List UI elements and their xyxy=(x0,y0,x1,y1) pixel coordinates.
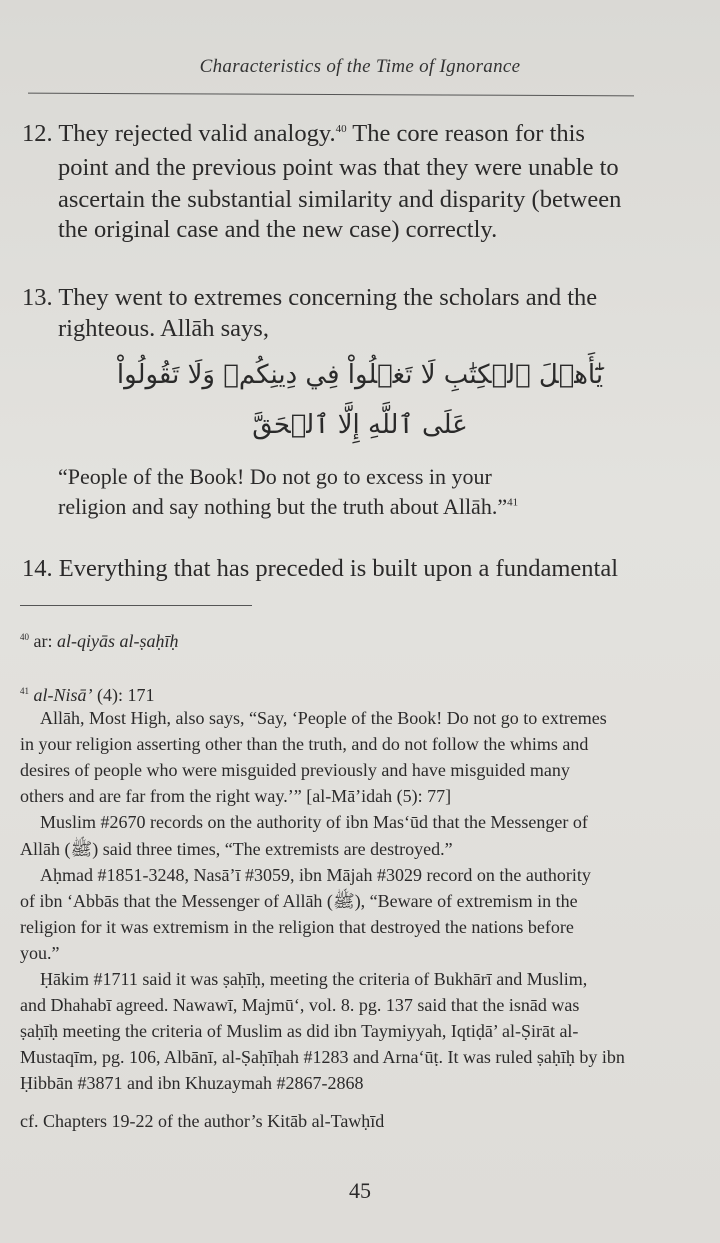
item-14-text-1: Everything that has preceded is built upon a fundamental xyxy=(58,555,619,582)
header-rule xyxy=(28,93,634,97)
footnote-41-line-9: religion for it was extremism in the religion that destroyed the nations before xyxy=(20,917,574,937)
item-13-line-2: righteous. Allāh says, xyxy=(58,315,269,342)
footnote-41-line-4: others and are far from the right way.’” [al-Mā’idah (5): 77] xyxy=(20,786,452,806)
footnote-41-line-7: Aḥmad #1851-3248, Nasā’ī #3059, ibn Mājah #3029 record on the authority xyxy=(40,865,591,885)
item-14-number: 14. xyxy=(22,555,53,582)
footnote-41-line-8: of ibn ‘Abbās that the Messenger of Allāh (ﷺ), “Beware of extremism in the xyxy=(20,891,578,911)
note-ref-40: 40 xyxy=(335,122,347,135)
item-12-text-1-tail: The core reason for this xyxy=(346,120,585,147)
item-12-text-1: They rejected valid analogy. xyxy=(58,120,336,147)
footnote-41-line-1: Allāh, Most High, also says, “Say, ‘People of the Book! Do not go to extremes xyxy=(40,708,607,728)
item-13-number: 13. xyxy=(22,284,53,311)
translation-text-2: religion and say nothing but the truth about Allāh.” xyxy=(58,494,508,519)
item-12-line-4: the original case and the new case) correctly. xyxy=(58,216,498,243)
footnote-rule xyxy=(20,605,252,606)
footnote-41-line-14: Mustaqīm, pg. 106, Albānī, al-Ṣaḥīḥah #1283 and Arna‘ūṭ. It was ruled ṣaḥīḥ by ibn xyxy=(20,1047,625,1067)
footnote-41-line-2: in your religion asserting other than the truth, and do not follow the whims and xyxy=(20,734,589,754)
footnote-41-number: 41 xyxy=(20,686,29,696)
footnote-41-line-13: ṣaḥīḥ meeting the criteria of Muslim as did ibn Taymiyyah, Iqtiḍā’ al-Ṣirāt al- xyxy=(20,1021,579,1041)
footnote-41-line-12: and Dhahabī agreed. Nawawī, Majmū‘, vol. 8. pg. 137 said that the isnād was xyxy=(20,995,580,1015)
footnote-41-ref: (4): 171 xyxy=(92,685,155,705)
footnote-40-number: 40 xyxy=(20,632,29,642)
translation-line-1: “People of the Book! Do not go to excess in your xyxy=(58,464,492,489)
footnote-41-line-6: Allāh (ﷺ) said three times, “The extremists are destroyed.” xyxy=(20,839,453,859)
footnote-41-line-10: you.” xyxy=(20,943,60,963)
arabic-verse-line-1: يَٰٓأَهۡلَ ٱلۡكِتَٰبِ لَا تَغۡلُواْ فِي دِينِكُمۡ وَلَا تَقُولُواْ xyxy=(116,360,604,390)
footnote-41-line-5: Muslim #2670 records on the authority of ibn Mas‘ūd that the Messenger of xyxy=(40,812,588,832)
item-12-line-2: point and the previous point was that they were unable to xyxy=(58,154,619,181)
translation-line-2 xyxy=(58,492,578,522)
item-13-text-1: They went to extremes concerning the scholars and the xyxy=(58,284,598,311)
footnote-41-line-3: desires of people who were misguided previously and have misguided many xyxy=(20,760,570,780)
item-12-line-1 xyxy=(22,118,585,149)
footnote-40-prefix: ar: xyxy=(29,631,57,651)
footnote-40-term: al-qiyās al-ṣaḥīḥ xyxy=(56,631,179,651)
arabic-verse-line-2: عَلَى ٱللَّهِ إِلَّا ٱلۡحَقَّ xyxy=(252,410,468,440)
footnote-42-line: cf. Chapters 19-22 of the author’s Kitāb al-Tawḥīd xyxy=(20,1111,385,1131)
footnote-41-line-11: Ḥākim #1711 said it was ṣaḥīḥ, meeting the criteria of Bukhārī and Muslim, xyxy=(40,969,588,989)
item-12-line-3: ascertain the substantial similarity and disparity (between xyxy=(58,186,622,213)
footnote-41-line-15: Ḥibbān #3871 and ibn Khuzaymah #2867-2868 xyxy=(20,1073,364,1093)
note-ref-41: 41 xyxy=(507,496,519,509)
footnote-40 xyxy=(20,628,178,655)
item-14-line-1 xyxy=(22,553,618,584)
item-13-line-1 xyxy=(22,282,597,313)
item-12-number: 12. xyxy=(22,120,53,147)
page-number: 45 xyxy=(349,1178,371,1203)
running-head: Characteristics of the Time of Ignorance xyxy=(199,56,521,77)
footnote-41-source: al-Nisā’ xyxy=(29,685,93,705)
